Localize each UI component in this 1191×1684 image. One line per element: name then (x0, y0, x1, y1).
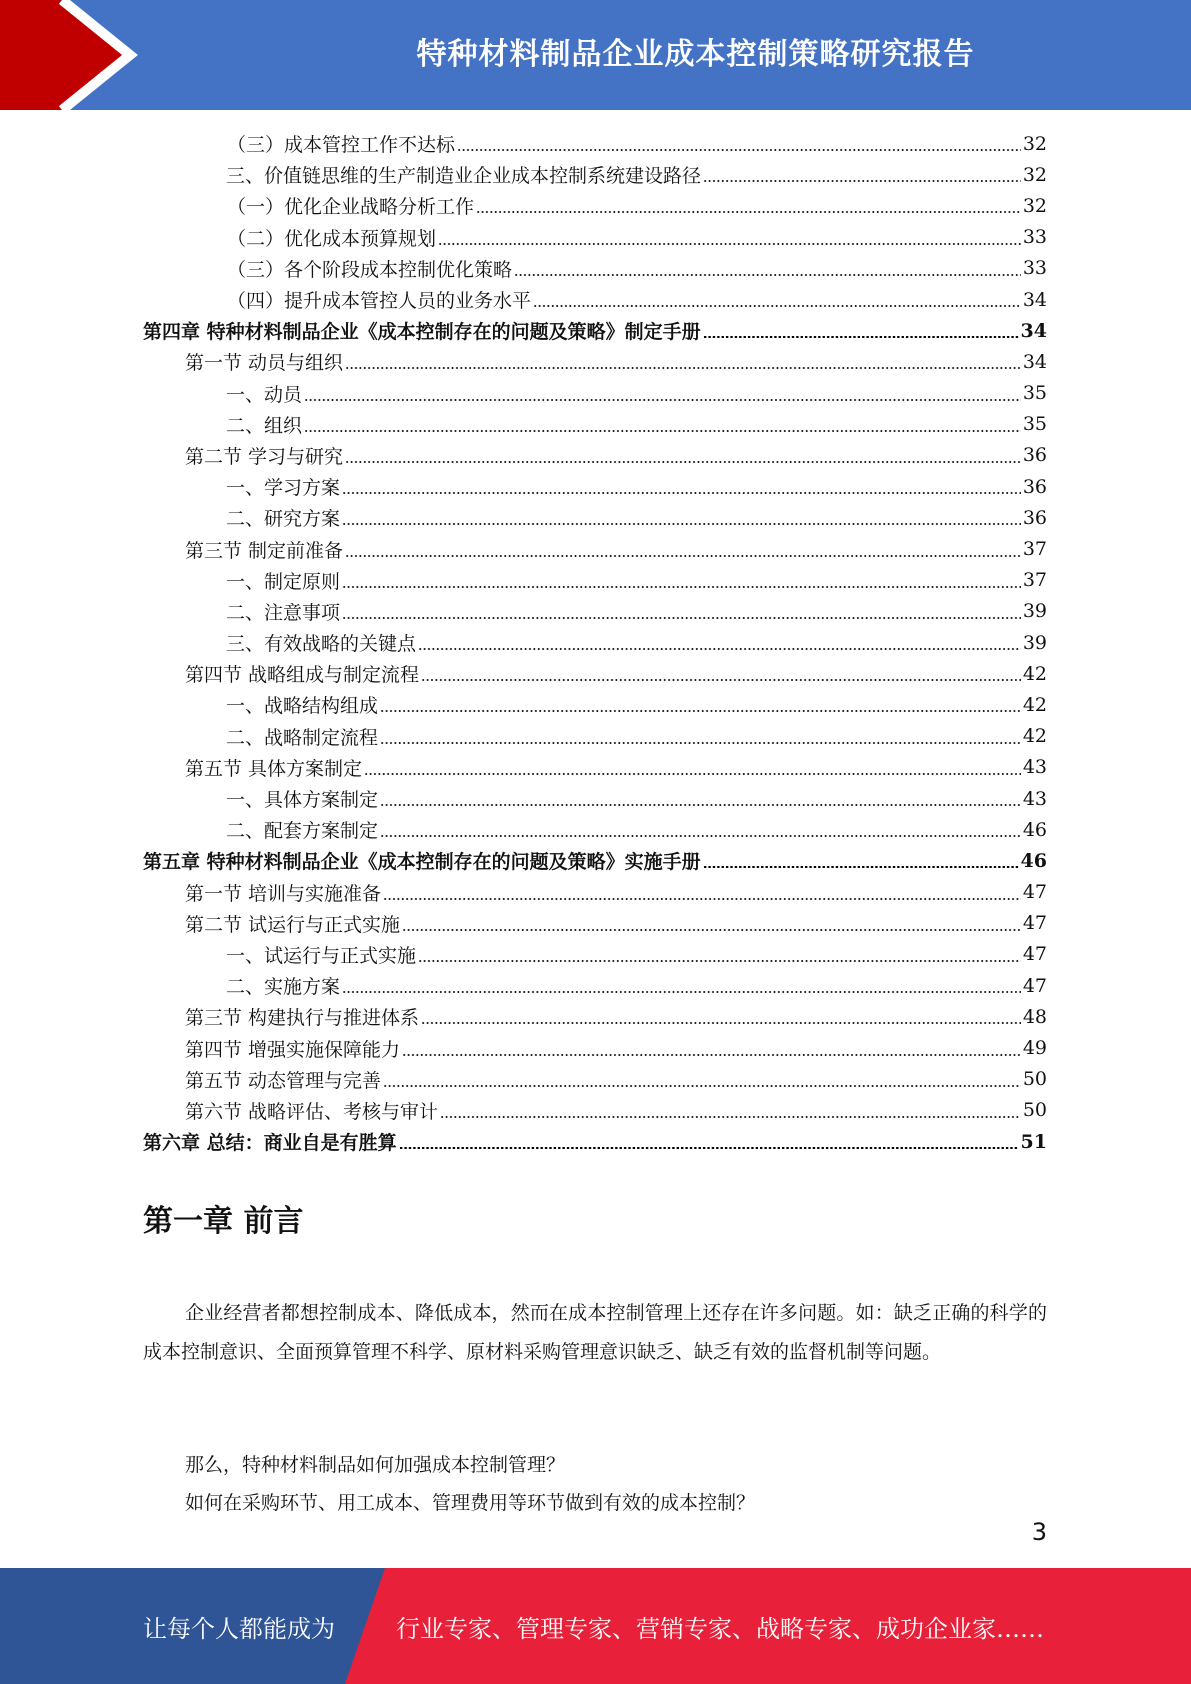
toc-leader-dots (364, 773, 1021, 775)
toc-entry[interactable] (143, 1001, 1047, 1032)
toc-page-number: 42 (1022, 725, 1047, 748)
toc-entry[interactable] (143, 814, 1047, 845)
toc-leader-dots (440, 1116, 1021, 1118)
toc-page-number: 47 (1022, 974, 1047, 997)
toc-page-number: 42 (1022, 693, 1047, 716)
toc-page-number: 32 (1022, 163, 1047, 186)
toc-page-number: 39 (1022, 631, 1047, 654)
toc-page-number: 42 (1022, 662, 1047, 685)
toc-leader-dots (402, 929, 1021, 931)
toc-page-number: 51 (1020, 1130, 1047, 1153)
table-of-contents (143, 128, 1047, 1157)
page-footer (0, 1568, 1191, 1684)
toc-leader-dots (418, 960, 1021, 962)
toc-entry[interactable] (143, 565, 1047, 596)
toc-entry[interactable] (143, 877, 1047, 908)
toc-entry-title: 第四章 特种材料制品企业《成本控制存在的问题及策略》制定手册 (143, 321, 701, 344)
toc-entry[interactable] (143, 658, 1047, 689)
toc-entry-title: 三、有效战略的关键点 (226, 633, 417, 656)
toc-entry-title: 第二节 学习与研究 (185, 445, 344, 468)
toc-entry[interactable] (143, 502, 1047, 533)
toc-entry[interactable] (143, 533, 1047, 564)
toc-page-number: 39 (1022, 600, 1047, 623)
toc-leader-dots (342, 617, 1021, 619)
toc-leader-dots (380, 835, 1021, 837)
toc-entry-title: （二）优化成本预算规划 (227, 227, 437, 250)
toc-page-number: 43 (1022, 756, 1047, 779)
toc-leader-dots (514, 274, 1021, 276)
toc-entry-title: 第六节 战略评估、考核与审计 (185, 1100, 439, 1123)
toc-entry-title: 二、注意事项 (226, 601, 341, 624)
toc-leader-dots (703, 336, 1019, 338)
toc-entry[interactable] (143, 159, 1047, 190)
toc-leader-dots (399, 1147, 1019, 1149)
toc-leader-dots (342, 492, 1021, 494)
toc-entry-title: 二、实施方案 (226, 976, 341, 999)
toc-page-number: 47 (1022, 881, 1047, 904)
toc-entry-title: 第四节 战略组成与制定流程 (185, 664, 420, 687)
toc-page-number: 50 (1022, 1099, 1047, 1122)
toc-entry[interactable] (143, 471, 1047, 502)
toc-leader-dots (402, 1054, 1021, 1056)
footer-slogan-left: 让每个人都能成为 (143, 1614, 335, 1643)
toc-entry[interactable] (143, 752, 1047, 783)
toc-leader-dots (533, 305, 1021, 307)
toc-page-number: 47 (1022, 943, 1047, 966)
toc-entry-title: 二、配套方案制定 (226, 820, 379, 843)
toc-entry-title: 一、学习方案 (226, 477, 341, 500)
toc-entry-title: 三、价值链思维的生产制造业企业成本控制系统建设路径 (226, 165, 702, 188)
toc-page-number: 47 (1022, 912, 1047, 935)
toc-entry[interactable] (143, 284, 1047, 315)
toc-page-number: 35 (1022, 413, 1047, 436)
toc-entry[interactable] (143, 346, 1047, 377)
toc-leader-dots (342, 586, 1021, 588)
toc-entry[interactable] (143, 409, 1047, 440)
toc-entry[interactable] (143, 128, 1047, 159)
toc-entry-title: 第三节 构建执行与推进体系 (185, 1007, 420, 1030)
toc-entry[interactable] (143, 783, 1047, 814)
toc-entry[interactable] (143, 222, 1047, 253)
toc-entry-title: 第四节 增强实施保障能力 (185, 1038, 401, 1061)
toc-leader-dots (421, 679, 1021, 681)
toc-entry-title: 一、试运行与正式实施 (226, 944, 417, 967)
toc-page-number: 49 (1022, 1037, 1047, 1060)
toc-page-number: 36 (1022, 475, 1047, 498)
toc-leader-dots (476, 211, 1021, 213)
toc-leader-dots (438, 243, 1021, 245)
toc-entry-title: 第五节 动态管理与完善 (185, 1069, 382, 1092)
toc-leader-dots (345, 461, 1021, 463)
toc-page-number: 34 (1022, 350, 1047, 373)
page-number: 3 (1031, 1518, 1047, 1546)
toc-page-number: 36 (1022, 506, 1047, 529)
toc-entry[interactable] (143, 970, 1047, 1001)
question-line-1: 那么，特种材料制品如何加强成本控制管理？ (185, 1454, 566, 1476)
toc-leader-dots (380, 742, 1021, 744)
question-line-2: 如何在采购环节、用工成本、管理费用等环节做到有效的成本控制？ (185, 1492, 756, 1514)
toc-entry[interactable] (143, 253, 1047, 284)
toc-page-number: 34 (1022, 288, 1047, 311)
toc-entry-title: 二、战略制定流程 (226, 726, 379, 749)
footer-slogan-right: 行业专家、管理专家、营销专家、战略专家、成功企业家…… (396, 1614, 1044, 1643)
toc-entry-title: （三）成本管控工作不达标 (227, 134, 456, 157)
toc-entry-title: 第一节 培训与实施准备 (185, 882, 382, 905)
toc-page-number: 36 (1022, 444, 1047, 467)
toc-leader-dots (421, 1022, 1021, 1024)
toc-entry-title: 一、战略结构组成 (226, 695, 379, 718)
toc-page-number: 32 (1022, 194, 1047, 217)
toc-page-number: 37 (1022, 538, 1047, 561)
toc-entry[interactable] (143, 1032, 1047, 1063)
toc-page-number: 33 (1022, 257, 1047, 280)
toc-entry-title: 第五章 特种材料制品企业《成本控制存在的问题及策略》实施手册 (143, 851, 701, 874)
toc-page-number: 46 (1020, 849, 1047, 872)
toc-leader-dots (703, 866, 1019, 868)
toc-entry[interactable] (143, 596, 1047, 627)
toc-leader-dots (457, 149, 1021, 151)
toc-entry[interactable] (143, 378, 1047, 409)
toc-leader-dots (380, 804, 1021, 806)
toc-entry-title: 第一节 动员与组织 (185, 352, 344, 375)
toc-entry[interactable] (143, 939, 1047, 970)
toc-entry[interactable] (143, 689, 1047, 720)
toc-entry-title: 第三节 制定前准备 (185, 539, 344, 562)
toc-entry-title: 二、研究方案 (226, 508, 341, 531)
toc-chapter-entry[interactable] (143, 1126, 1047, 1157)
toc-entry[interactable] (143, 908, 1047, 939)
toc-entry-title: 二、组织 (226, 414, 303, 437)
toc-entry-title: 一、制定原则 (226, 570, 341, 593)
intro-paragraph: 企业经营者都想控制成本、降低成本，然而在成本控制管理上还存在许多问题。如：缺乏正确的科学的成本控制意识、全面预算管理不科学、原材料采购管理意识缺乏、缺乏有效的监督机制等问题。 (143, 1302, 1047, 1363)
toc-leader-dots (380, 710, 1021, 712)
toc-entry-title: （四）提升成本管控人员的业务水平 (227, 290, 532, 313)
toc-chapter-entry[interactable] (143, 845, 1047, 876)
toc-entry-title: （一）优化企业战略分析工作 (227, 196, 475, 219)
toc-page-number: 46 (1022, 818, 1047, 841)
toc-entry-title: （三）各个阶段成本控制优化策略 (227, 258, 513, 281)
toc-page-number: 48 (1022, 1005, 1047, 1028)
toc-leader-dots (304, 399, 1021, 401)
toc-entry-title: 第二节 试运行与正式实施 (185, 913, 401, 936)
toc-entry-title: 一、具体方案制定 (226, 789, 379, 812)
toc-page-number: 37 (1022, 569, 1047, 592)
toc-chapter-entry[interactable] (143, 315, 1047, 346)
toc-leader-dots (703, 180, 1021, 182)
toc-page-number: 32 (1022, 132, 1047, 155)
toc-entry[interactable] (143, 721, 1047, 752)
toc-leader-dots (383, 898, 1021, 900)
toc-entry[interactable] (143, 440, 1047, 471)
document-title: 特种材料制品企业成本控制策略研究报告 (416, 37, 975, 72)
toc-entry[interactable] (143, 627, 1047, 658)
toc-leader-dots (304, 430, 1021, 432)
toc-entry-title: 一、动员 (226, 383, 303, 406)
toc-page-number: 33 (1022, 226, 1047, 249)
toc-leader-dots (345, 367, 1021, 369)
page-header (0, 0, 1191, 110)
toc-page-number: 34 (1020, 319, 1047, 342)
toc-page-number: 50 (1022, 1068, 1047, 1091)
toc-page-number: 43 (1022, 787, 1047, 810)
toc-leader-dots (383, 1085, 1021, 1087)
toc-leader-dots (342, 991, 1021, 993)
toc-entry[interactable] (143, 190, 1047, 221)
toc-page-number: 35 (1022, 382, 1047, 405)
chapter-title: 第一章 前言 (143, 1204, 304, 1239)
toc-entry[interactable] (143, 1064, 1047, 1095)
toc-entry-title: 第五节 具体方案制定 (185, 757, 363, 780)
toc-leader-dots (418, 648, 1021, 650)
toc-entry[interactable] (143, 1095, 1047, 1126)
toc-leader-dots (342, 523, 1021, 525)
toc-leader-dots (345, 555, 1021, 557)
toc-entry-title: 第六章 总结：商业自是有胜算 (143, 1132, 397, 1155)
